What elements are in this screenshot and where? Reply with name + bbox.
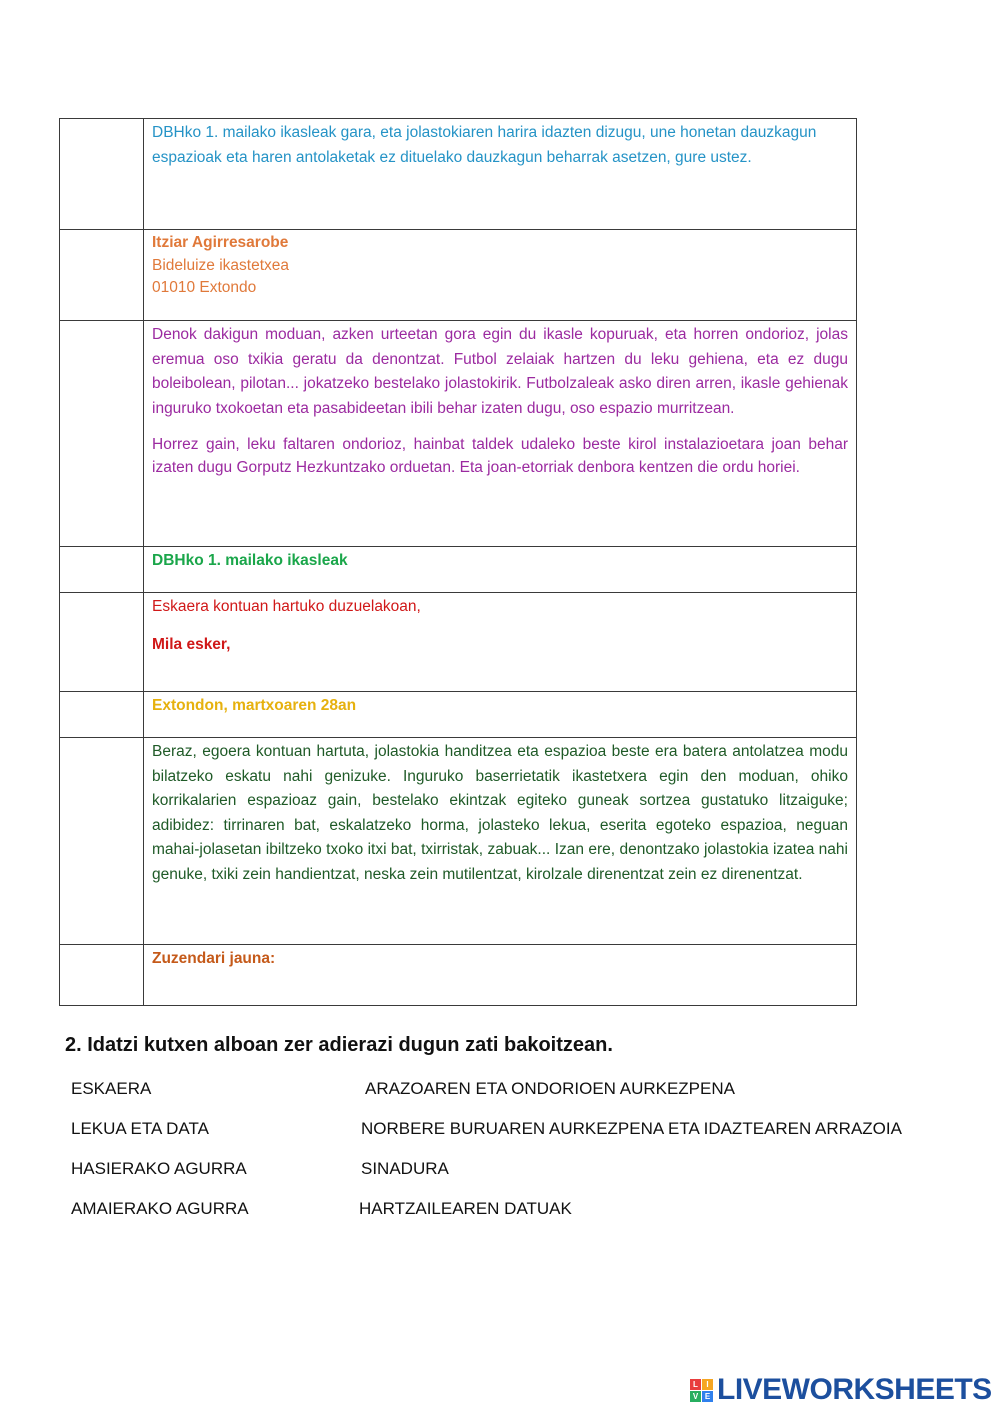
closing-line-2: Mila esker, <box>152 635 231 653</box>
logo-mark-letter: I <box>702 1379 713 1390</box>
question-title: 2. Idatzi kutxen alboan zer adierazi dugun zati bakoitzean. <box>65 1034 613 1056</box>
closing-line-1: Eskaera kontuan hartuko duzuelakoan, <box>152 598 421 615</box>
option-label: LEKUA ETA DATA <box>71 1119 209 1138</box>
answer-box[interactable] <box>60 321 144 547</box>
option-label: ARAZOAREN ETA ONDORIOEN AURKEZPENA <box>365 1079 735 1098</box>
letter-parts-table <box>59 118 857 1006</box>
letter-part-request <box>144 738 857 945</box>
option-label: ESKAERA <box>71 1079 152 1098</box>
answer-box[interactable] <box>60 593 144 692</box>
recipient-name: Itziar Agirresarobe <box>152 234 289 251</box>
table-row <box>60 593 857 692</box>
liveworksheets-logo <box>690 1374 992 1406</box>
option-label: AMAIERAKO AGURRA <box>71 1199 249 1218</box>
answer-box[interactable] <box>60 119 144 230</box>
answer-box[interactable] <box>60 945 144 1006</box>
recipient-school: Bideluize ikastetxea <box>152 256 289 274</box>
table-row <box>60 945 857 1006</box>
answer-box[interactable] <box>60 547 144 593</box>
option-label: SINADURA <box>361 1159 449 1178</box>
logo-mark-letter: V <box>690 1391 701 1402</box>
table-row <box>60 119 857 230</box>
problem-paragraph-1: Denok dakigun moduan, azken urteetan gora egin du ikasle kopuruak, eta horren ondorioz, jolas eremua oso txikia geratu da denontzat. Futbol zelaiak hartzen du leku gehiena, eta ez dugu boleibolean, pilotan... jokatzeko bestelako jolastokirik. Futbolzaleak asko diren arren, ikasle gehienak inguruko txokoetan eta pasabideetan ibili behar izaten dugu, oso espazio murritzean. <box>152 326 848 417</box>
letter-part-recipient-data <box>144 230 857 321</box>
table-row <box>60 547 857 593</box>
request-text: Beraz, egoera kontuan hartuta, jolastokia handitzea eta espazioa beste era batera antolatzea modu bilatzeko eskatu nahi genizuke. Inguruko baserrietatik ikastetxera egin den moduan, ohiko korrikalarien espazioaz gain, bestelako ekintzak egiteko guneak sortzea gustatuko litzaiguke; adibidez: tirrinaren bat, eskalatzeko horma, jolasteko lekua, eserita egoteko espazioa, neguan mahai-jolasetan ibiltzeko txoko itxi bat, txirristak, zabuak... Izan ere, denontzako jolastokia izatea nahi genuke, txiki zein handientzat, neska zein mutilentzat, kirolzale direnentzat zein ez direnentzat. <box>152 743 848 883</box>
letter-part-problem <box>144 321 857 547</box>
signature-text: DBHko 1. mailako ikasleak <box>152 552 348 569</box>
letter-part-greeting <box>144 945 857 1006</box>
letter-part-closing <box>144 593 857 692</box>
option-label: HARTZAILEAREN DATUAK <box>359 1199 572 1218</box>
answer-box[interactable] <box>60 692 144 738</box>
table-row <box>60 230 857 321</box>
table-row <box>60 692 857 738</box>
introduction-text: DBHko 1. mailako ikasleak gara, eta jolastokiaren harira idazten dizugu, une honetan dauzkagun espazioak eta haren antolaketak ez dituelako dauzkagun beharrak asetzen, gure ustez. <box>152 124 817 166</box>
recipient-city: 01010 Extondo <box>152 279 257 296</box>
logo-mark-letter: E <box>702 1391 713 1402</box>
logo-mark-icon <box>690 1379 713 1402</box>
option-label: NORBERE BURUAREN AURKEZPENA ETA IDAZTEAREN ARRAZOIA <box>361 1119 902 1138</box>
answer-box[interactable] <box>60 230 144 321</box>
letter-part-introduction <box>144 119 857 230</box>
letter-part-place-date <box>144 692 857 738</box>
logo-mark-letter: L <box>690 1379 701 1390</box>
option-label: HASIERAKO AGURRA <box>71 1159 247 1178</box>
logo-text: LIVEWORKSHEETS <box>717 1373 992 1406</box>
greeting-text: Zuzendari jauna: <box>152 950 276 967</box>
table-row <box>60 738 857 945</box>
answer-box[interactable] <box>60 738 144 945</box>
problem-paragraph-2: Horrez gain, leku faltaren ondorioz, hainbat taldek udaleko beste kirol instalazioetara joan behar izaten dugu Gorputz Hezkuntzako orduetan. Eta joan-etorriak denbora kentzen die ordu horiei. <box>152 436 848 476</box>
letter-part-signature <box>144 547 857 593</box>
place-date-text: Extondon, martxoaren 28an <box>152 697 357 714</box>
table-row <box>60 321 857 547</box>
